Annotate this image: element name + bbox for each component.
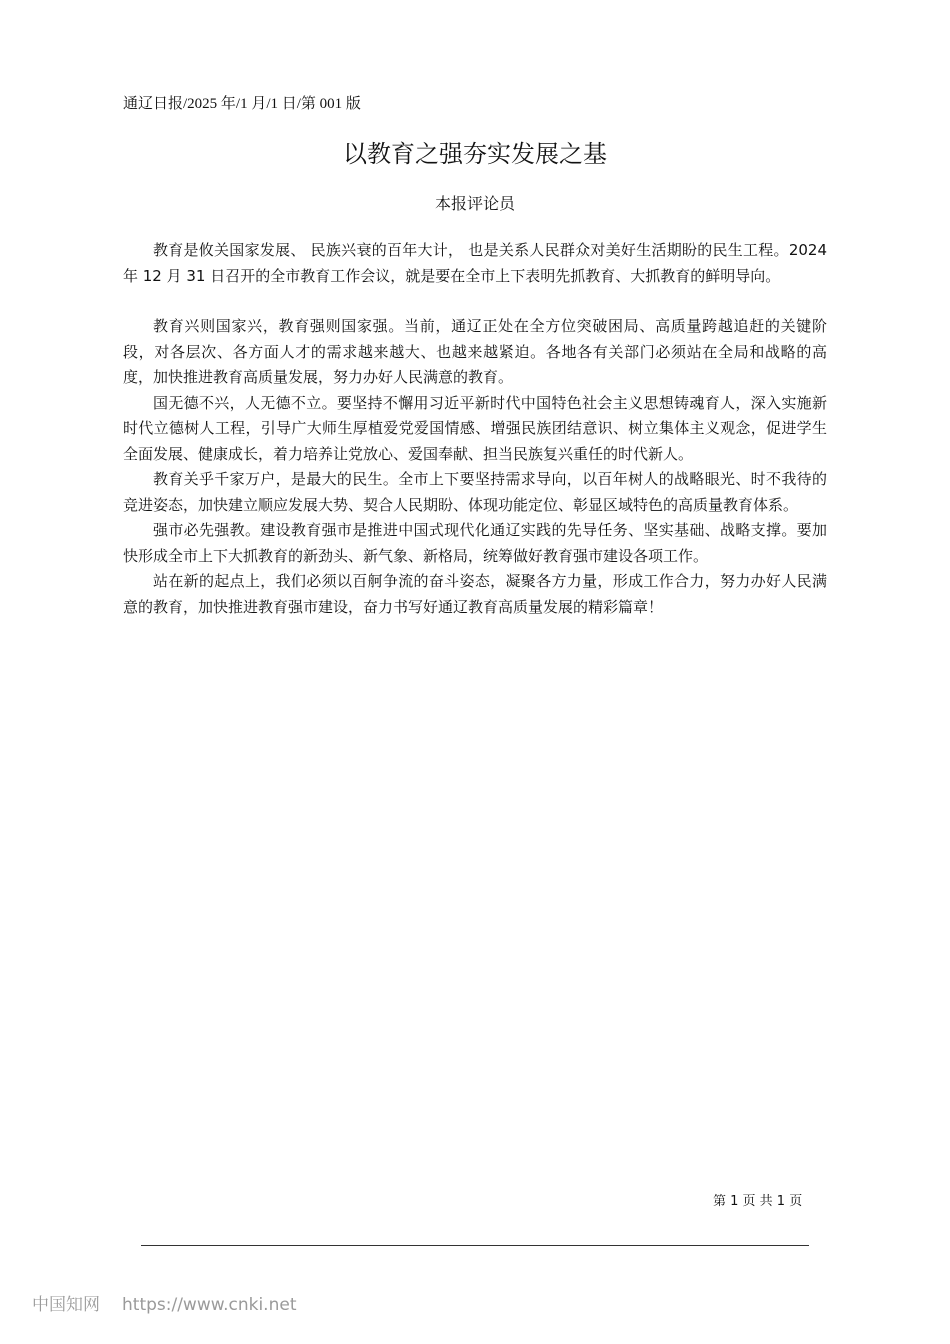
publication-source: 通辽日报/2025 年/1 月/1 日/第 001 版: [123, 96, 361, 112]
article-paragraph: 教育关乎千家万户，是最大的民生。全市上下要坚持需求导向，以百年树人的战略眼光、时不我待的竞进姿态，加快建立顺应发展大势、契合人民期盼、体现功能定位、彰显区域特色的高质量教育体系。: [123, 470, 827, 514]
page-indicator: 第 1 页 共 1 页: [713, 1194, 803, 1209]
article-body: [123, 238, 827, 620]
article-paragraph: 教育兴则国家兴，教育强则国家强。当前，通辽正处在全方位突破困局、高质量跨越追赶的关键阶段，对各层次、各方面人才的需求越来越大、也越来越紧迫。各地各有关部门必须站在全局和战略的高度，加快推进教育高质量发展，努力办好人民满意的教育。: [123, 317, 827, 386]
article-title: 以教育之强夯实发展之基: [343, 140, 607, 168]
watermark-brand: 中国知网: [32, 1295, 100, 1315]
footer-divider: [141, 1245, 809, 1246]
watermark-url: https://www.cnki.net: [122, 1295, 297, 1315]
article-paragraph: 国无德不兴，人无德不立。要坚持不懈用习近平新时代中国特色社会主义思想铸魂育人，深入实施新时代立德树人工程，引导广大师生厚植爱党爱国情感、增强民族团结意识、树立集体主义观念，促进学生全面发展、健康成长，着力培养让党放心、爱国奉献、担当民族复兴重任的时代新人。: [123, 393, 827, 463]
article-paragraph: 站在新的起点上，我们必须以百舸争流的奋斗姿态，凝聚各方力量，形成工作合力，努力办好人民满意的教育，加快推进教育强市建设，奋力书写好通辽教育高质量发展的精彩篇章！: [123, 572, 827, 616]
cnki-watermark: [32, 1294, 296, 1316]
article-paragraph: 强市必先强教。建设教育强市是推进中国式现代化通辽实践的先导任务、坚实基础、战略支撑。要加快形成全市上下大抓教育的新劲头、新气象、新格局，统筹做好教育强市建设各项工作。: [123, 521, 827, 565]
article-byline: 本报评论员: [434, 194, 515, 213]
article-paragraph: 教育是攸关国家发展、 民族兴衰的百年大计， 也是关系人民群众对美好生活期盼的民生工程。2024 年 12 月 31 日召开的全市教育工作会议，就是要在全市上下表明先抓教育、大抓教育的鲜明导向。: [123, 241, 827, 285]
